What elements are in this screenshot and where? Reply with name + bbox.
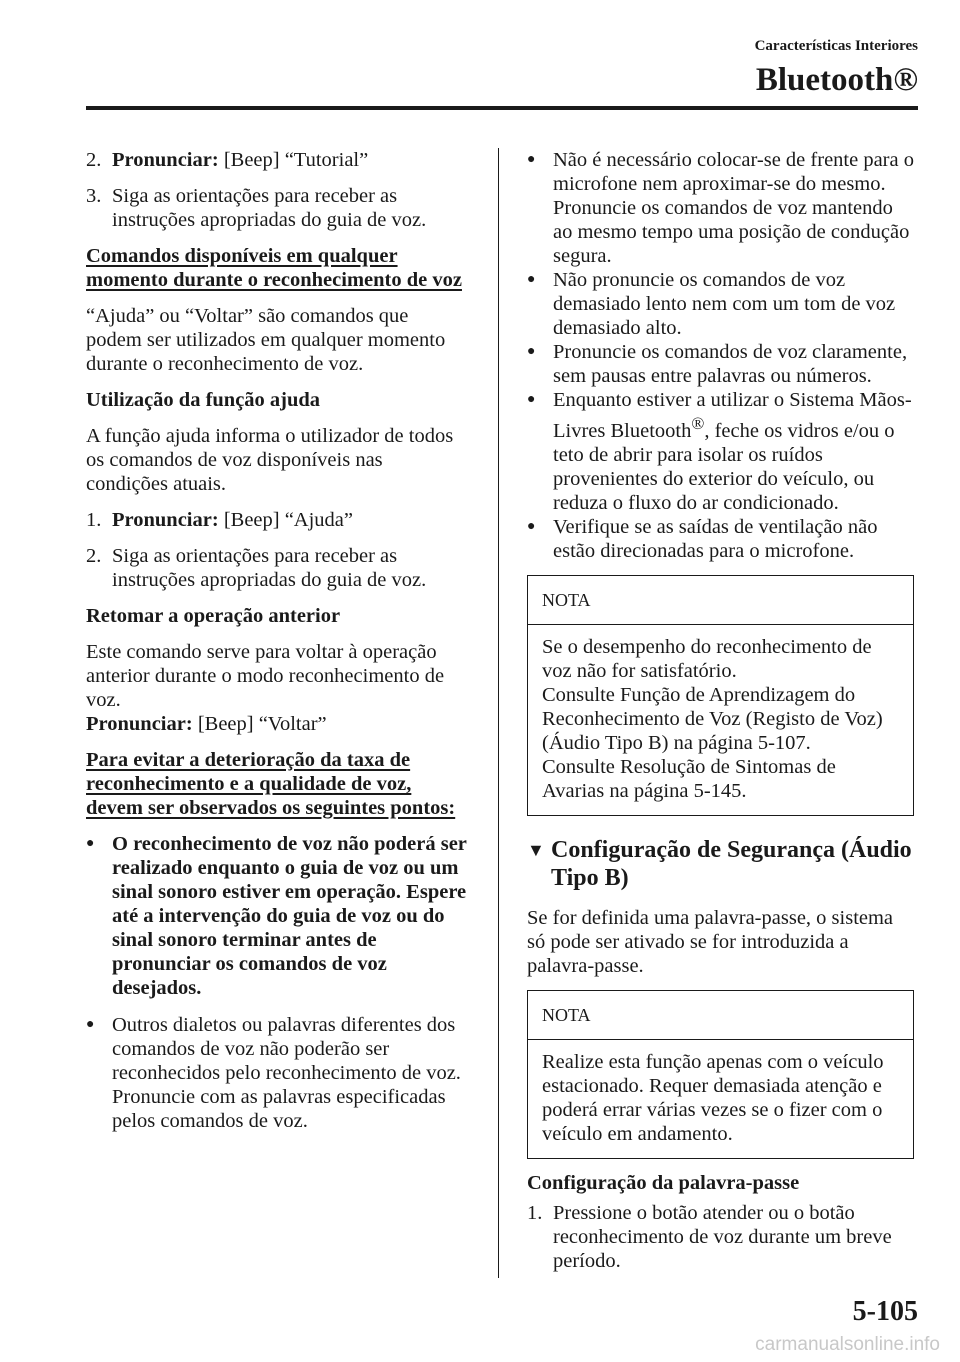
note-box-voice bbox=[527, 575, 914, 816]
bullet-text: Não pronuncie os comandos de voz demasiado lento nem com um tom de voz demasiado alto. bbox=[553, 269, 896, 339]
pronunciar-label: Pronunciar: bbox=[86, 713, 193, 735]
paragraph-help-info: A função ajuda informa o utilizador de todos os comandos de voz disponíveis nas condições atuais. bbox=[86, 425, 454, 495]
header-rule bbox=[86, 106, 918, 110]
heading-resume-operation: Retomar a operação anterior bbox=[86, 605, 341, 627]
bullet-icon: ● bbox=[527, 152, 536, 167]
bullet-icon: ● bbox=[527, 392, 536, 407]
step-text: Pressione o botão atender ou o botão reconhecimento de voz durante um breve período. bbox=[553, 1201, 892, 1272]
step-number: 3. bbox=[86, 185, 102, 207]
subheading-avoid-deterioration: Para evitar a deterioração da taxa de reconhecimento e a qualidade de voz, devem ser observados os seguintes pontos: bbox=[86, 749, 456, 819]
note-line: Se o desempenho do reconhecimento de voz não for satisfatório. bbox=[542, 635, 872, 682]
bullet-icon: ● bbox=[86, 1017, 95, 1032]
note-label: NOTA bbox=[528, 576, 913, 625]
bullet-item bbox=[86, 1013, 468, 1133]
column-divider bbox=[498, 148, 499, 1278]
step-text: Siga as orientações para receber as instruções apropriadas do guia de voz. bbox=[112, 185, 427, 231]
registered-mark: ® bbox=[691, 414, 705, 433]
right-column bbox=[527, 148, 914, 1285]
paragraph-help-back: “Ajuda” ou “Voltar” são comandos que podem ser utilizados em qualquer momento durante o reconhecimento de voz. bbox=[86, 305, 446, 375]
bullet-text: Pronuncie os comandos de voz claramente, sem pausas entre palavras ou números. bbox=[553, 341, 908, 387]
left-column bbox=[86, 148, 468, 1133]
bullet-text: Verifique se as saídas de ventilação não estão direcionadas para o microfone. bbox=[553, 515, 878, 562]
bullet-item bbox=[86, 832, 468, 1000]
step-3 bbox=[86, 184, 468, 232]
bullet-item bbox=[527, 388, 914, 515]
bullet-item bbox=[527, 268, 914, 340]
heading-password-config: Configuração da palavra-passe bbox=[527, 1171, 800, 1194]
step-text: [Beep] “Tutorial” bbox=[218, 149, 369, 171]
note-body: Realize esta função apenas com o veículo estacionado. Requer demasiada atenção e poderá errar várias vezes se o fizer com o veículo em andamento. bbox=[542, 1050, 884, 1145]
bullet-icon: ● bbox=[86, 836, 95, 851]
bullet-item bbox=[527, 515, 914, 563]
step-number: 1. bbox=[527, 1201, 543, 1224]
step-1-password bbox=[527, 1201, 914, 1273]
note-body bbox=[528, 625, 913, 815]
note-line: Consulte Resolução de Sintomas de Avarias na página 5-145. bbox=[542, 755, 836, 802]
note-label: NOTA bbox=[528, 991, 913, 1040]
note-line: Consulte Função de Aprendizagem do Reconhecimento de Voz (Registo de Voz) (Áudio Tipo B) na página 5-107. bbox=[542, 683, 883, 754]
step-1-help bbox=[86, 508, 468, 532]
paragraph-resume bbox=[86, 640, 468, 736]
bullet-text: O reconhecimento de voz não poderá ser realizado enquanto o guia de voz ou um sinal sonoro estiver em operação. Espere até a intervenção do guia de voz ou do sinal sonoro terminar antes de pronunciar os comandos de voz desejados. bbox=[112, 833, 467, 999]
header-title: Bluetooth® bbox=[755, 62, 918, 98]
step-text: [Beep] “Ajuda” bbox=[218, 509, 354, 531]
page-number: 5-105 bbox=[852, 1296, 918, 1327]
watermark: carmanualsonline.info bbox=[755, 1334, 940, 1355]
triangle-down-icon: ▼ bbox=[527, 839, 545, 860]
bullet-item bbox=[527, 340, 914, 388]
section-title bbox=[527, 836, 914, 892]
bullet-text: Não é necessário colocar-se de frente para o microfone nem aproximar-se do mesmo. Pronuncie os comandos de voz mantendo ao mesmo tempo uma posição de condução segura. bbox=[553, 149, 914, 267]
note-box-parked bbox=[527, 990, 914, 1159]
resume-text: Este comando serve para voltar à operação anterior durante o modo reconhecimento de voz. bbox=[86, 641, 445, 711]
bullet-icon: ● bbox=[527, 518, 536, 534]
bullet-text: Outros dialetos ou palavras diferentes dos comandos de voz não poderão ser reconhecidos pelo reconhecimento de voz. Pronuncie com as palavras especificadas pelos comandos de voz. bbox=[112, 1014, 461, 1132]
step-number: 2. bbox=[86, 545, 102, 567]
bullet-text-cont: , feche os vidros e/ou o teto de abrir para isolar os ruídos provenientes do exterior do veículo, ou reduza o fluxo do ar condicionado. bbox=[553, 419, 895, 514]
paragraph-password: Se for definida uma palavra-passe, o sistema só pode ser ativado se for introduzida a palavra-passe. bbox=[527, 906, 894, 977]
section-title-text: Configuração de Segurança (Áudio Tipo B) bbox=[551, 836, 912, 891]
resume-command: [Beep] “Voltar” bbox=[192, 713, 327, 735]
pronunciar-label: Pronunciar: bbox=[112, 149, 219, 171]
step-number: 1. bbox=[86, 509, 102, 531]
heading-help-function: Utilização da função ajuda bbox=[86, 389, 321, 411]
pronunciar-label: Pronunciar: bbox=[112, 509, 219, 531]
step-text: Siga as orientações para receber as instruções apropriadas do guia de voz. bbox=[112, 545, 427, 591]
bullet-item bbox=[527, 148, 914, 268]
subheading-commands: Comandos disponíveis em qualquer momento durante o reconhecimento de voz bbox=[86, 245, 462, 291]
step-number: 2. bbox=[86, 149, 102, 171]
step-2 bbox=[86, 148, 468, 172]
step-2-help bbox=[86, 544, 468, 592]
bullet-icon: ● bbox=[527, 344, 536, 359]
bullet-text: Enquanto estiver a utilizar o Sistema Mãos-Livres Bluetooth bbox=[553, 389, 912, 442]
header-section: Características Interiores bbox=[754, 38, 918, 54]
bullet-icon: ● bbox=[527, 272, 536, 287]
